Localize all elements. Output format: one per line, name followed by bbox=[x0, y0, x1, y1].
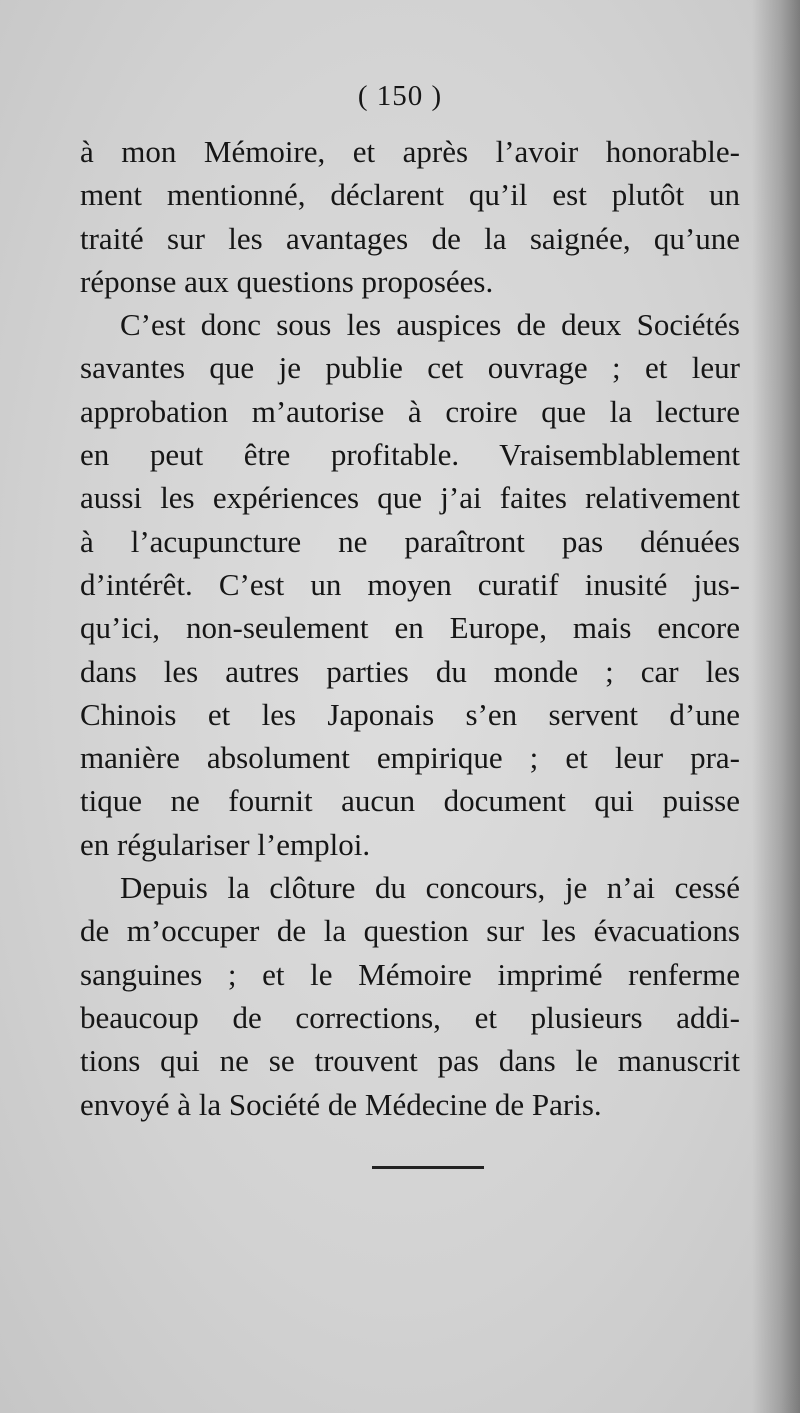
text-line: dans les autres parties du monde ; car les bbox=[80, 653, 740, 689]
text-line: aussi les expériences que j’ai faites relativement bbox=[80, 480, 740, 516]
text-line: à mon Mémoire, et après l’avoir honorable- bbox=[80, 134, 740, 169]
text-line: d’intérêt. C’est un moyen curatif inusité jus- bbox=[80, 566, 740, 602]
page-number: ( 150 ) bbox=[357, 80, 443, 112]
page-edge-shadow bbox=[752, 0, 800, 1413]
paragraph bbox=[80, 866, 740, 1126]
body-text bbox=[80, 130, 740, 1126]
text-line: qu’ici, non-seulement en Europe, mais encore bbox=[80, 610, 740, 646]
section-separator-rule bbox=[372, 1166, 484, 1169]
text-line: à l’acupuncture ne paraîtront pas dénuées bbox=[80, 523, 740, 559]
text-line: savantes que je publie cet ouvrage ; et leur bbox=[80, 350, 740, 386]
text-line: en peut être profitable. Vraisemblablement bbox=[80, 437, 740, 473]
text-line: Depuis la clôture du concours, je n’ai cessé bbox=[120, 870, 740, 906]
text-line: tique ne fournit aucun document qui puisse bbox=[80, 783, 740, 819]
text-line: traité sur les avantages de la saignée, qu’une bbox=[80, 220, 740, 256]
paragraph bbox=[80, 130, 740, 303]
text-line: réponse aux questions proposées. bbox=[80, 263, 494, 299]
paragraph bbox=[80, 303, 740, 866]
text-line: de m’occuper de la question sur les évacuations bbox=[80, 913, 740, 949]
text-line: approbation m’autorise à croire que la lecture bbox=[80, 393, 740, 429]
text-line: en régulariser l’emploi. bbox=[80, 826, 371, 862]
text-line: envoyé à la Société de Médecine de Paris. bbox=[80, 1086, 602, 1122]
text-line: manière absolument empirique ; et leur pra- bbox=[80, 740, 740, 776]
text-line: beaucoup de corrections, et plusieurs addi- bbox=[80, 999, 740, 1035]
text-line: C’est donc sous les auspices de deux Sociétés bbox=[120, 307, 740, 343]
text-line: sanguines ; et le Mémoire imprimé renferme bbox=[80, 956, 740, 992]
text-line: tions qui ne se trouvent pas dans le manuscrit bbox=[80, 1043, 740, 1079]
text-line: Chinois et les Japonais s’en servent d’une bbox=[80, 696, 740, 732]
text-line: ment mentionné, déclarent qu’il est plutôt un bbox=[80, 177, 740, 213]
